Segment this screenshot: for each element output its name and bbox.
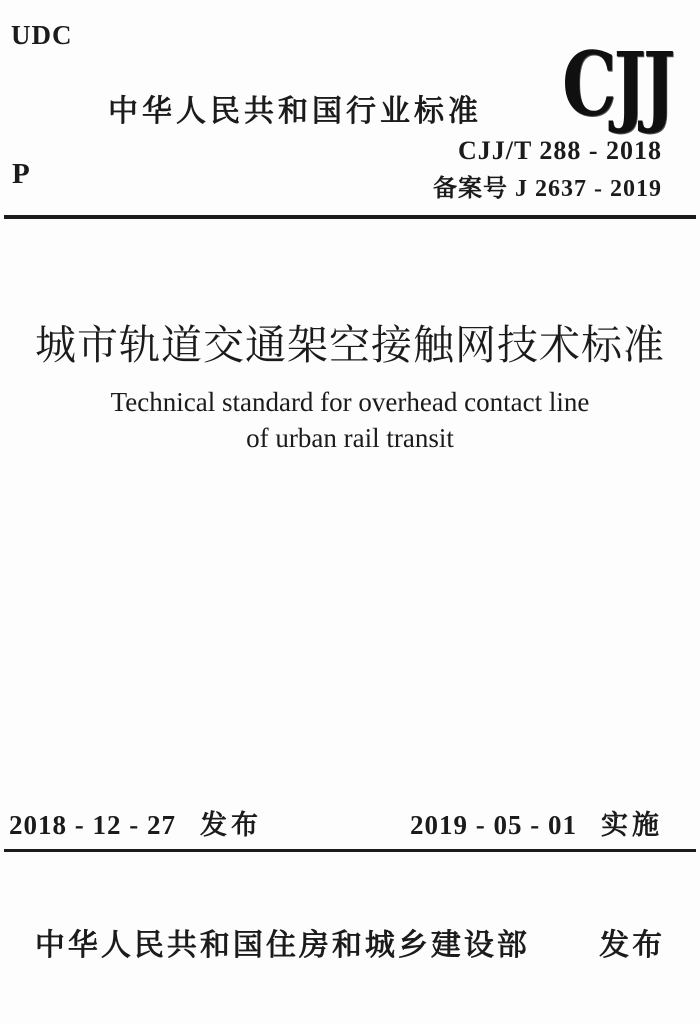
classification-code: P xyxy=(12,158,30,190)
title-english-line1: Technical standard for overhead contact line xyxy=(110,387,590,417)
top-divider xyxy=(4,215,696,219)
title-english-line2: of urban rail transit xyxy=(246,423,454,453)
title-chinese: 城市轨道交通架空接触网技术标准 xyxy=(35,322,665,368)
implement-date: 2019 - 05 - 01 xyxy=(410,810,577,840)
implement-date-group xyxy=(410,803,663,842)
publisher-name: 中华人民共和国住房和城乡建设部 xyxy=(34,929,530,962)
udc-code: UDC xyxy=(11,20,73,50)
issue-date-group xyxy=(9,803,262,842)
cjj-logo: CJJ xyxy=(561,32,672,136)
dates-row xyxy=(9,803,663,842)
issue-label: 发布 xyxy=(199,810,262,840)
implement-label: 实施 xyxy=(601,810,663,840)
publish-label: 发布 xyxy=(599,929,666,962)
standard-category-title: 中华人民共和国行业标准 xyxy=(108,95,482,128)
bottom-divider xyxy=(4,849,696,852)
publisher-row xyxy=(0,920,700,964)
record-number: 备案号 J 2637 - 2019 xyxy=(433,176,662,202)
issue-date: 2018 - 12 - 27 xyxy=(9,810,176,840)
standard-number: CJJ/T 288 - 2018 xyxy=(457,136,662,165)
